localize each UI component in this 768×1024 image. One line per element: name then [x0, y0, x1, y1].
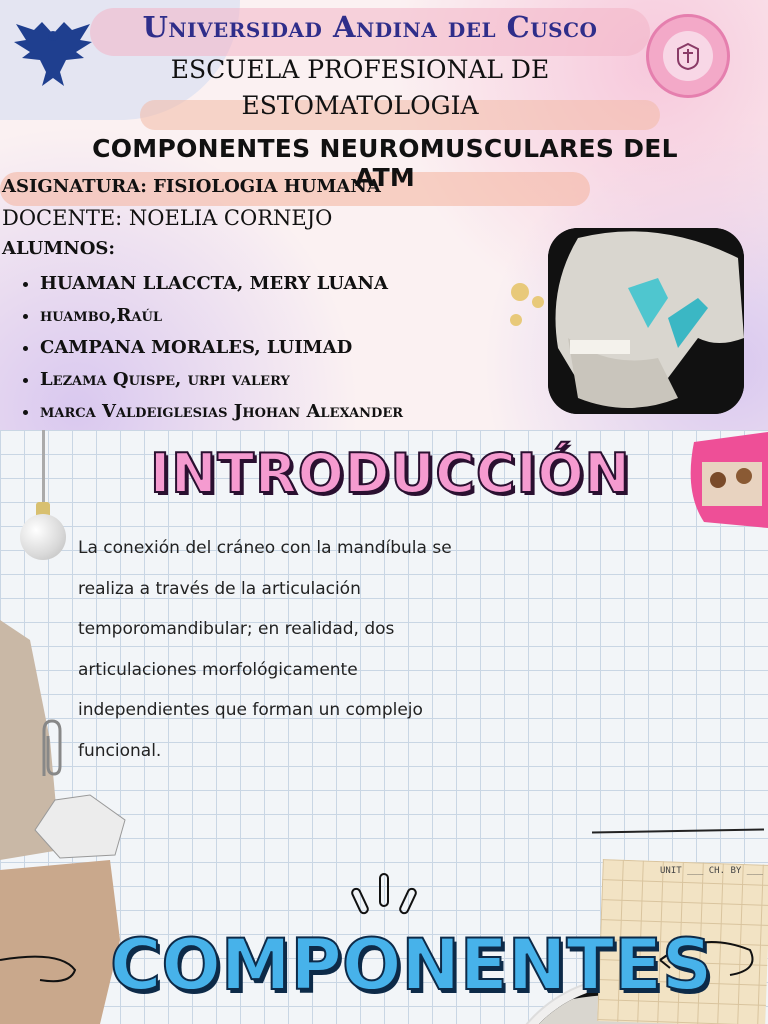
intro-title: INTRODUCCIÓN — [150, 442, 631, 505]
students-list — [20, 268, 403, 428]
skull-image — [548, 228, 744, 414]
cover-slide — [0, 0, 768, 430]
paperclip-icon — [34, 716, 64, 786]
student-item: • huambo,Raúl — [40, 300, 403, 332]
divider-line — [592, 828, 764, 833]
emphasis-marks-icon — [350, 870, 420, 920]
student-item: • HUAMAN LLACCTA, MERY LUANA — [40, 268, 403, 300]
school-line-2: ESTOMATOLOGIA — [241, 91, 479, 120]
school-seal-icon — [646, 14, 730, 98]
eagle-logo-icon — [12, 14, 94, 92]
crumpled-paper-icon — [30, 790, 130, 860]
swoosh-left-decoration — [0, 950, 90, 990]
pendulum-string — [42, 430, 45, 508]
intro-slide — [0, 430, 768, 1024]
intro-paragraph: La conexión del cráneo con la mandíbula se realiza a través de la articulación temporomandibular; en realidad, dos articulaciones morfológicamente independientes que forman un complejo funcional. — [78, 538, 452, 761]
components-title: COMPONENTES — [110, 924, 713, 1006]
ruled-paper-label: UNIT ___ CH. BY ___ — [660, 866, 763, 876]
gold-dots-decoration — [508, 282, 548, 332]
student-item: • Lezama Quispe, urpi valery — [40, 364, 403, 396]
school-name — [110, 52, 610, 124]
presentation-title: COMPONENTES NEUROMUSCULARES DEL ATM — [92, 134, 678, 192]
teacher-label: DOCENTE: NOELIA CORNEJO — [2, 206, 333, 230]
university-name: Universidad Andina del Cusco — [142, 10, 598, 44]
students-photo-icon — [684, 432, 768, 528]
student-item: • marca Valdeiglesias Jhohan Alexander — [40, 396, 403, 428]
torn-cardboard-decoration — [0, 860, 120, 1024]
students-label: ALUMNOS: — [2, 238, 116, 259]
student-item: • CAMPANA MORALES, LUIMAD — [40, 332, 403, 364]
school-line-1: ESCUELA PROFESIONAL DE — [170, 55, 550, 84]
subject-label: ASIGNATURA: FISIOLOGIA HUMANA — [2, 176, 381, 197]
pendulum-ball-icon — [20, 514, 66, 560]
